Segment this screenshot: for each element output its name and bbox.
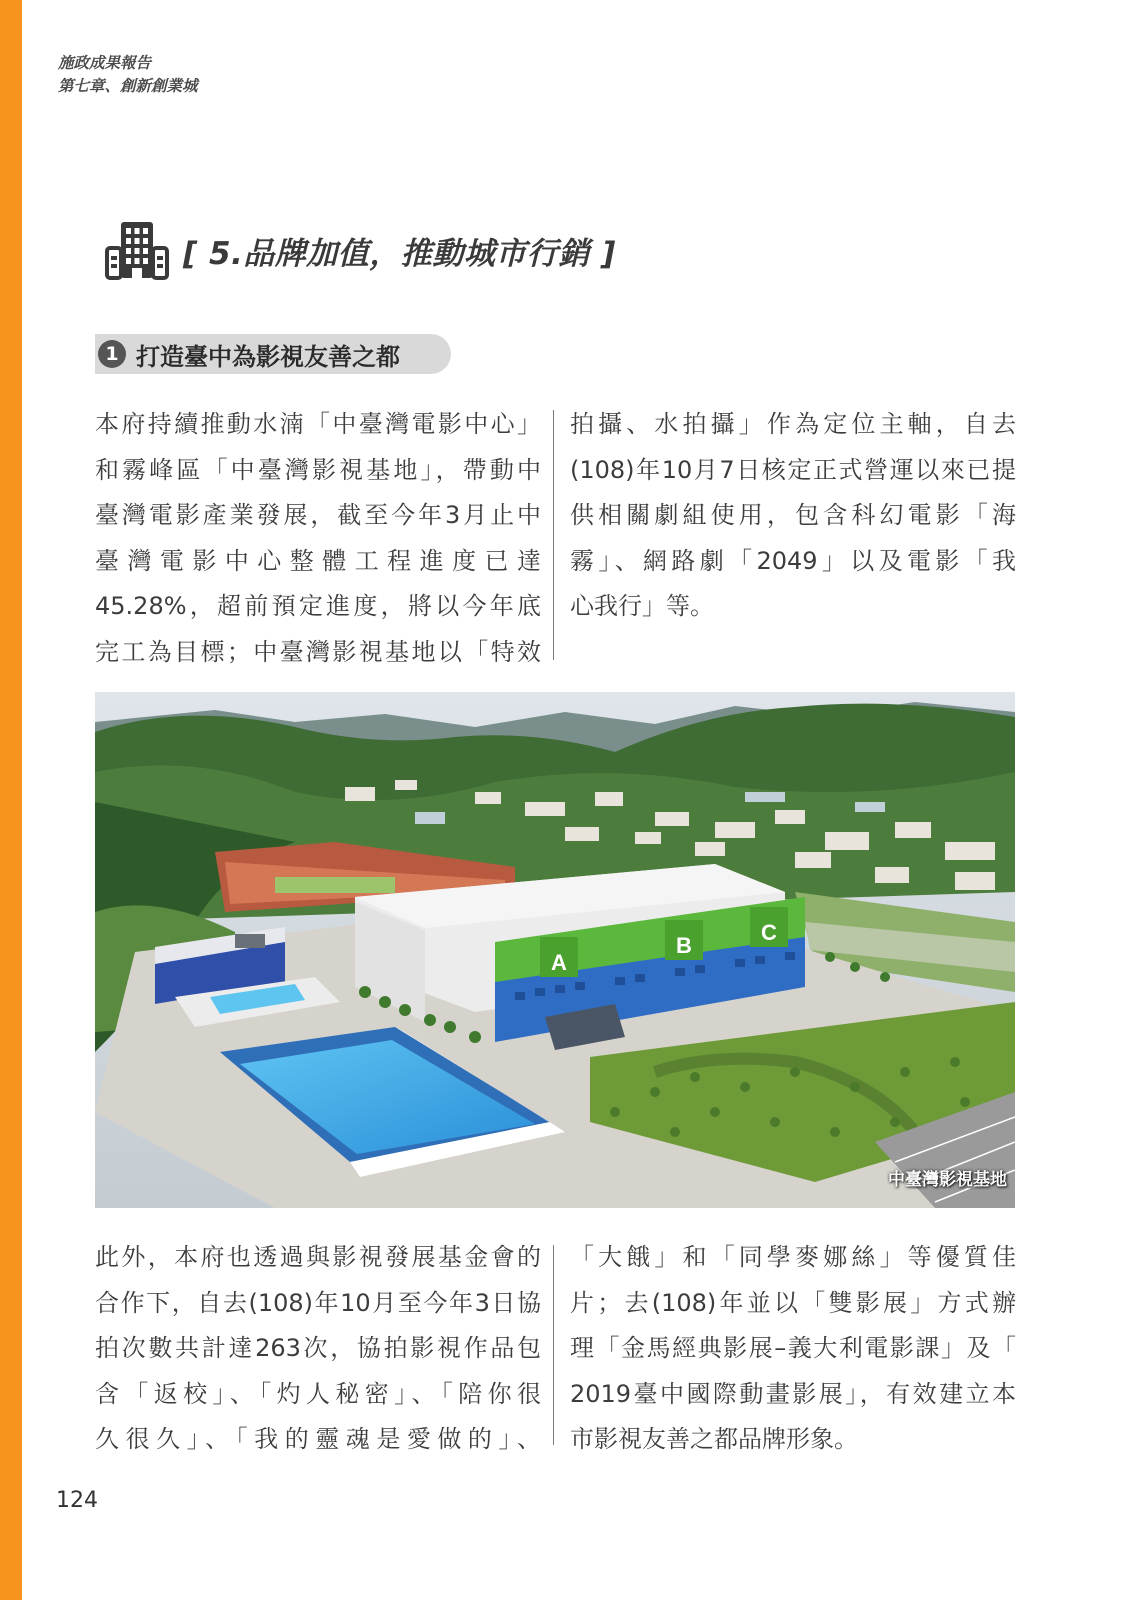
text-line: 臺灣電影產業發展，截至今年3月止中 [95, 501, 541, 529]
text-line: 心我行」等。 [570, 592, 714, 620]
column-divider [553, 1245, 554, 1445]
text-line: 霧」、網路劇「2049」以及電影「我 [570, 546, 1016, 575]
building-icon [105, 218, 169, 282]
film-base-aerial-photo [95, 692, 1015, 1208]
text-line: 拍次數共計達263次，協拍影視作品包 [95, 1334, 541, 1362]
section-heading [105, 218, 616, 282]
text-line: 2019臺中國際動畫影展」，有效建立本 [570, 1379, 1016, 1408]
text-line: 含「返校」、「灼人秘密」、「陪你很 [95, 1379, 541, 1408]
text-line: 片；去(108)年並以「雙影展」方式辦 [570, 1288, 1016, 1317]
text-line: 合作下，自去(108)年10月至今年3日協 [95, 1288, 541, 1317]
text-line: 供相關劇組使用，包含科幻電影「海 [570, 501, 1016, 529]
building-letter-a: A [551, 950, 567, 975]
text-line: 理「金馬經典影展–義大利電影課」及「 [570, 1334, 1016, 1362]
paragraph-2-right-column [570, 1235, 1016, 1463]
text-line: 45.28%，超前預定進度，將以今年底 [95, 592, 541, 620]
text-line: 此外，本府也透過與影視發展基金會的 [95, 1243, 541, 1271]
running-header [58, 52, 198, 98]
text-line: 拍攝、水拍攝」作為定位主軸，自去 [570, 410, 1016, 438]
chapter-title: 第七章、創新創業城 [58, 77, 198, 95]
text-line: 市影視友善之都品牌形象。 [570, 1425, 858, 1453]
building-letter-b: B [676, 933, 692, 958]
text-line: 和霧峰區「中臺灣影視基地」，帶動中 [95, 455, 541, 484]
text-line: 臺灣電影中心整體工程進度已達 [95, 546, 541, 575]
paragraph-1-right-column [570, 402, 1016, 630]
text-line: 完工為目標；中臺灣影視基地以「特效 [95, 637, 541, 666]
text-line: 久很久」、「我的靈魂是愛做的」、 [95, 1425, 541, 1453]
photo-caption: 中臺灣影視基地 [888, 1170, 1007, 1190]
building-letter-c: C [761, 920, 777, 945]
section-title: [ 5.品牌加值，推動城市行銷 ] [183, 235, 616, 272]
paragraph-1-left-column [95, 402, 541, 675]
text-line: (108)年10月7日核定正式營運以來已提 [570, 455, 1016, 484]
text-line: 「大餓」和「同學麥娜絲」等優質佳 [570, 1243, 1016, 1271]
paragraph-2-left-column [95, 1235, 541, 1463]
report-title: 施政成果報告 [58, 54, 152, 72]
page-number: 124 [56, 1488, 98, 1513]
aerial-photo-illustration [95, 692, 1015, 1208]
subsection-title: 打造臺中為影視友善之都 [136, 342, 400, 371]
subsection-number-badge: 1 [98, 340, 126, 368]
subsection-heading [95, 334, 451, 374]
orange-side-bar [0, 0, 22, 1600]
column-divider [553, 410, 554, 660]
text-line: 本府持續推動水湳「中臺灣電影中心」 [95, 410, 541, 438]
